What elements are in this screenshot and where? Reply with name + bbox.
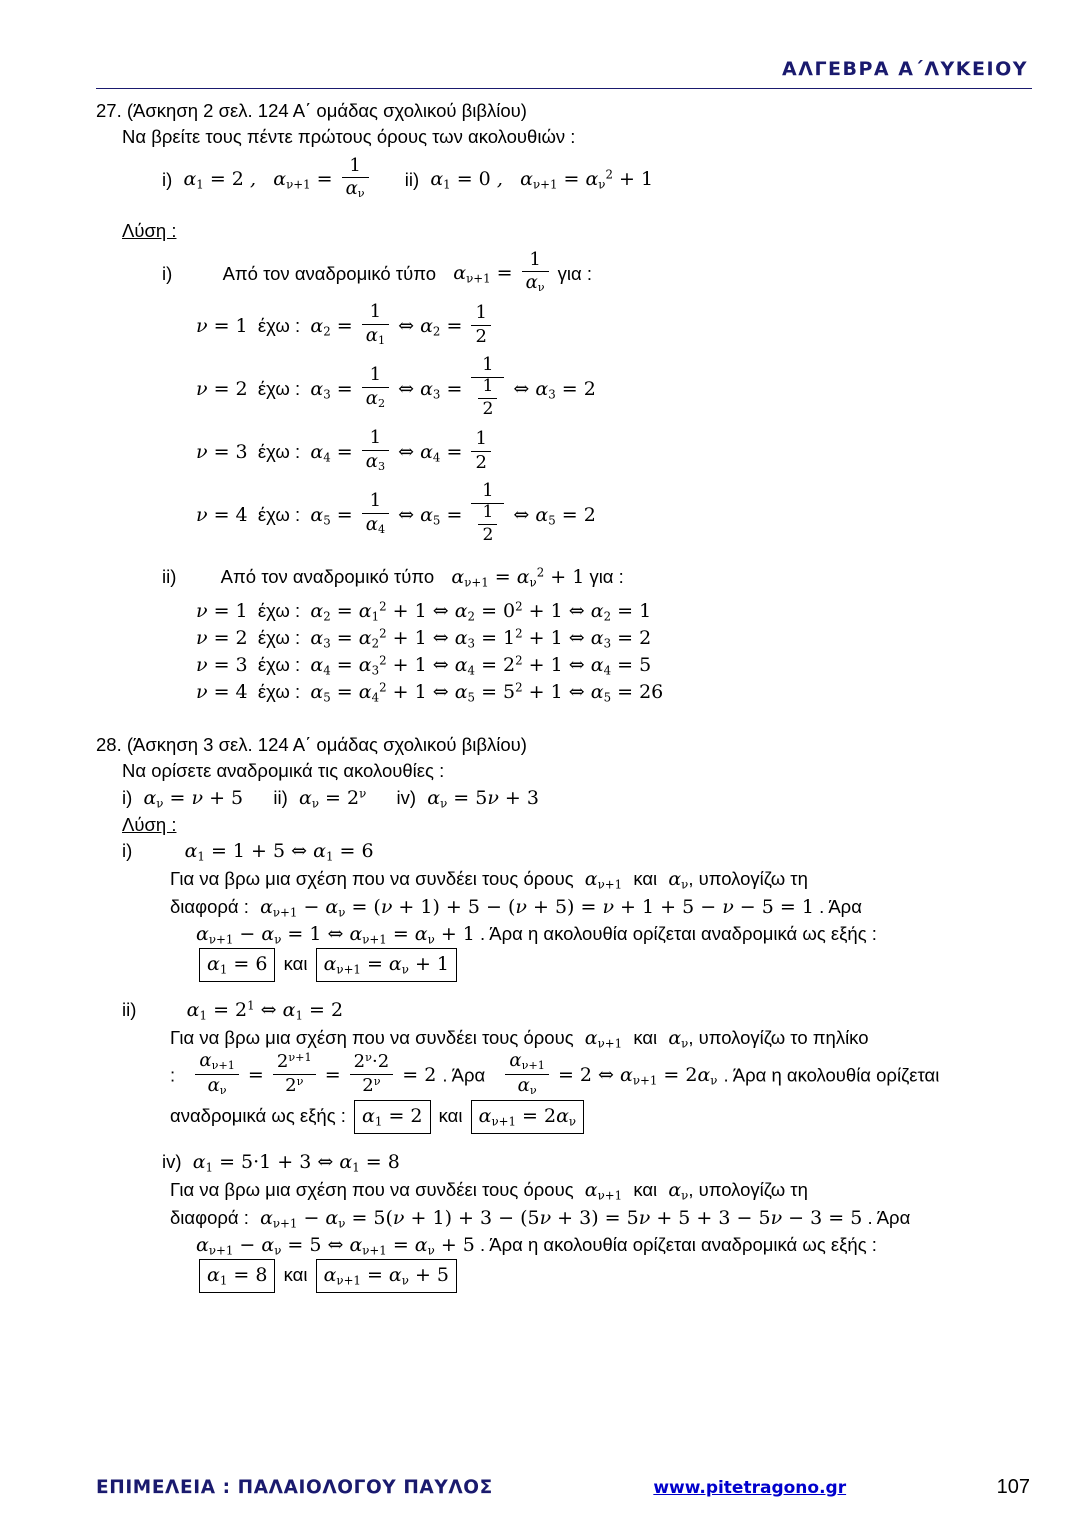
given-ii-label: ii) <box>404 168 420 190</box>
part-i-label: i) <box>162 262 173 284</box>
exercise-27-part-ii <box>162 564 1040 591</box>
footer-author: ΕΠΙΜΕΛΕΙΑ : ΠΑΛΑΙΟΛΟΓΟΥ ΠΑΥΛΟΣ <box>96 1477 493 1498</box>
part28-ii-first: ii) $\alpha_1 = 2^1$ ⇔ $\alpha_1 = 2$ <box>122 998 344 1023</box>
given-i-a1: $\alpha_1 = 2$ , <box>177 168 256 192</box>
given-i-label: i) <box>162 168 173 190</box>
exercise-28-heading: 28. (Άσκηση 3 σελ. 124 Α΄ ομάδας σχολικού βιβλίου) <box>96 734 527 756</box>
part28-i-first: i) $\alpha_1 = 1 + 5$ ⇔ $\alpha_1 = 6$ <box>122 839 374 864</box>
solution-label-27: Λύση : <box>122 220 177 242</box>
page-header-title: ΑΛΓΕΒΡΑ Α΄ΛΥΚΕΙΟΥ <box>782 58 1028 80</box>
page-number: 107 <box>996 1476 1030 1498</box>
given28-ii-label: ii) <box>273 786 288 808</box>
step-ii-1: ν = 1 έχω : $\alpha_2 = \alpha_1^2 + 1$ ⇔ $\alpha_2 = 0^2 + 1$ ⇔ $\alpha_2 = 1$ <box>196 599 652 624</box>
part-ii-recurrence: $\alpha_{\nu+1} = \alpha_\nu^2 + 1$ <box>439 565 585 590</box>
given28-iv: $\alpha_\nu = 5\nu + 3$ <box>421 786 539 810</box>
step-i-2: ν = 2 έχω : $\alpha_3$ = $\frac{1}{\alpha_2}$ ⇔ $\alpha_3$ = $\frac{1}{\frac{1}{2}}$ ⇔ $\alpha_3 = 2$ <box>196 354 596 419</box>
given28-i-label: i) <box>122 786 133 808</box>
kai-label-iv: και <box>283 1263 308 1285</box>
exercise-27-given <box>162 154 1040 204</box>
exercise-28-given <box>122 785 1040 812</box>
footer-website-link[interactable]: www.pitetragono.gr <box>653 1478 847 1498</box>
given-i-recurrence: $\alpha_{\nu+1}$ = $\frac{1}{\alpha_\nu}$ <box>261 168 377 190</box>
kai-label-ii: και <box>438 1104 463 1126</box>
page-footer <box>96 1476 1040 1499</box>
header-divider <box>96 88 1032 89</box>
part28-i-text3: $\alpha_{\nu+1} - \alpha_\nu = 1$ ⇔ $\alpha_{\nu+1} = \alpha_\nu + 1$ . Άρα η ακολουθία ορίζεται αναδρομικά ως εξής : <box>196 922 877 947</box>
part-i-intro-tail: για : <box>557 262 592 284</box>
exercise-27-part-i <box>162 248 1040 298</box>
part28-i-label: i) <box>122 839 133 861</box>
part28-i-text1: Για να βρω μια σχέση που να συνδέει τους όρους $\alpha_{\nu+1}$ και $\alpha_\nu$, υπολογίζω τη <box>170 867 808 892</box>
document-body <box>96 98 1040 1293</box>
part28-ii-label: ii) <box>122 998 137 1020</box>
result-box-a1-iv: $\alpha_1 = 8$ <box>199 1259 275 1293</box>
given28-iv-label: iv) <box>396 786 417 808</box>
part-ii-label: ii) <box>162 566 177 588</box>
given-ii-recurrence: $\alpha_{\nu+1} = \alpha_\nu^2 + 1$ <box>508 167 654 192</box>
part-i-recurrence: $\alpha_{\nu+1}$ = $\frac{1}{\alpha_\nu}$ <box>441 262 557 284</box>
step-i-1: ν = 1 έχω : $\alpha_2$ = $\frac{1}{\alpha_1}$ ⇔ $\alpha_2$ = $\frac{1}{2}$ <box>196 304 1040 350</box>
exercise-28-statement: Να ορίσετε αναδρομικά τις ακολουθίες : <box>122 760 445 782</box>
part28-i-text2: διαφορά : $\alpha_{\nu+1} - \alpha_\nu = (\nu + 1) + 5 - (\nu + 5) = \nu + 1 + 5 - \nu - 5 = 1$ . Άρα <box>170 895 862 920</box>
exercise-27-heading: 27. (Άσκηση 2 σελ. 124 Α΄ ομάδας σχολικού βιβλίου) <box>96 100 527 121</box>
exercise-27-statement: Να βρείτε τους πέντε πρώτους όρους των ακολουθιών : <box>122 126 576 148</box>
part28-iv-label: iv) <box>162 1150 182 1172</box>
part28-iv-text2: διαφορά : $\alpha_{\nu+1} - \alpha_\nu = 5(\nu + 1) + 3 - (5\nu + 3) = 5\nu + 5 + 3 - 5\nu - 3 = 5$ . Άρα <box>170 1206 911 1231</box>
step-i-4: ν = 4 έχω : $\alpha_5$ = $\frac{1}{\alpha_4}$ ⇔ $\alpha_5$ = $\frac{1}{\frac{1}{2}}$ ⇔ $\alpha_5 = 2$ <box>196 480 596 545</box>
given-ii-a1: $\alpha_1 = 0$ , <box>424 168 503 192</box>
result-box-rec-ii: $\alpha_{\nu+1} = 2\alpha_\nu$ <box>471 1100 584 1134</box>
given28-ii: $\alpha_\nu = 2^\nu$ <box>292 786 367 810</box>
given28-i: $\alpha_\nu = \nu + 5$ <box>137 786 244 810</box>
part-ii-intro: Από τον αναδρομικό τύπο <box>220 566 435 588</box>
step-i-3: ν = 3 έχω : $\alpha_4$ = $\frac{1}{\alpha_3}$ ⇔ $\alpha_4$ = $\frac{1}{2}$ <box>196 430 1040 476</box>
result-box-rec-iv: $\alpha_{\nu+1} = \alpha_\nu + 5$ <box>316 1259 457 1293</box>
part28-iv-first: iv) $\alpha_1 = 5\cdot 1 + 3$ ⇔ $\alpha_1 = 8$ <box>162 1150 400 1175</box>
solution-label-28: Λύση : <box>122 813 177 835</box>
part28-ii-text2: : $\frac{\alpha_{\nu+1}}{\alpha_\nu}$ = $\frac{2^{\nu+1}}{2^\nu}$ = $\frac{2^\nu\cdot 2}{2^\nu}$ = 2 . Άρα $\frac{\alpha_{\nu+1}}{\alpha_\nu}$ = 2 ⇔ $\alpha_{\nu+1} = 2\alpha_\nu$ . Άρα η ακολουθία ορίζεται <box>170 1050 940 1098</box>
step-ii-2: ν = 2 έχω : $\alpha_3 = \alpha_2^2 + 1$ ⇔ $\alpha_3 = 1^2 + 1$ ⇔ $\alpha_3 = 2$ <box>196 626 652 651</box>
part28-iv-result <box>196 1259 1040 1293</box>
step-ii-4: ν = 4 έχω : $\alpha_5 = \alpha_4^2 + 1$ ⇔ $\alpha_5 = 5^2 + 1$ ⇔ $\alpha_5 = 26$ <box>196 680 664 705</box>
result-box-a1-ii: $\alpha_1 = 2$ <box>354 1100 430 1134</box>
step-ii-3: ν = 3 έχω : $\alpha_4 = \alpha_3^2 + 1$ ⇔ $\alpha_4 = 2^2 + 1$ ⇔ $\alpha_4 = 5$ <box>196 653 652 678</box>
part-ii-intro-tail: για : <box>589 566 624 588</box>
part-i-intro: Από τον αναδρομικό τύπο <box>222 262 437 284</box>
part28-ii-result: αναδρομικά ως εξής : $\alpha_1 = 2$ και $\alpha_{\nu+1} = 2\alpha_\nu$ <box>170 1100 1040 1134</box>
kai-label-i: και <box>283 952 308 974</box>
result-box-rec-i: $\alpha_{\nu+1} = \alpha_\nu + 1$ <box>316 948 457 982</box>
result-box-a1-i: $\alpha_1 = 6$ <box>199 948 275 982</box>
part28-iv-text1: Για να βρω μια σχέση που να συνδέει τους όρους $\alpha_{\nu+1}$ και $\alpha_\nu$, υπολογίζω τη <box>170 1178 808 1203</box>
part28-i-result <box>196 948 1040 982</box>
part28-iv-text3: $\alpha_{\nu+1} - \alpha_\nu = 5$ ⇔ $\alpha_{\nu+1} = \alpha_\nu + 5$ . Άρα η ακολουθία ορίζεται αναδρομικά ως εξής : <box>196 1233 877 1258</box>
part28-ii-text1: Για να βρω μια σχέση που να συνδέει τους όρους $\alpha_{\nu+1}$ και $\alpha_\nu$, υπολογίζω το πηλίκο <box>170 1026 869 1051</box>
